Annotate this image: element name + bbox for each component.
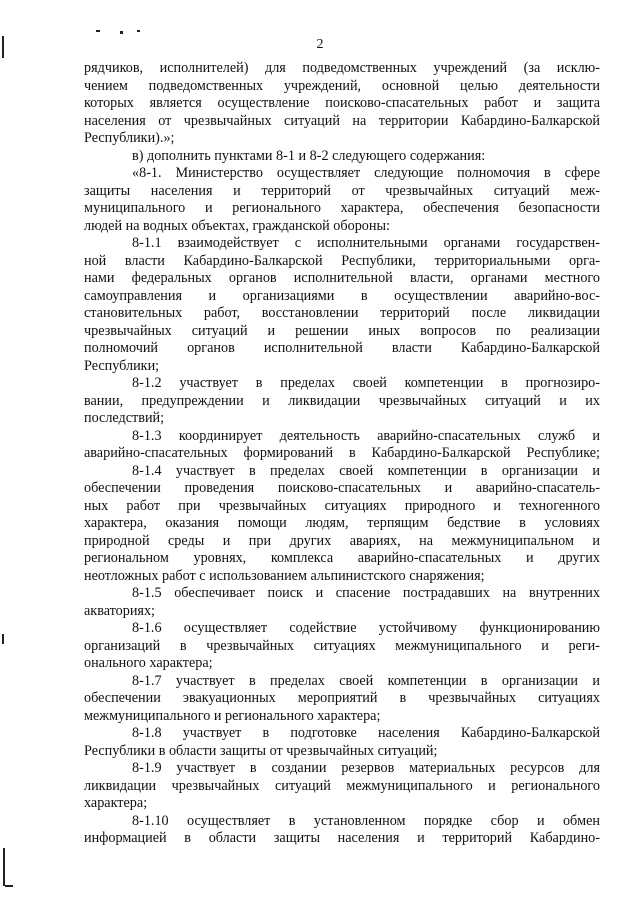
text-line: полномочий органов исполнительной власти Кабардино-Балкарской xyxy=(84,340,600,356)
text-line: характера, оказания помощи людям, терпящим бедствие в условиях xyxy=(84,515,600,531)
text-line: природной среды и при других авариях, на межмуниципальном и xyxy=(84,532,600,549)
text-line: «8-1. Министерство осуществляет следующие полномочия в сфере xyxy=(132,165,600,181)
scan-mark xyxy=(120,31,123,34)
text-line: межмуниципального и регионального характера; xyxy=(84,707,381,724)
text-line: Республики).»; xyxy=(84,130,175,146)
text-line: самоуправления и организациями в осуществлении аварийно-вос- xyxy=(84,287,600,304)
text-line: защиты населения и территорий от чрезвычайных ситуаций меж- xyxy=(84,182,600,199)
text-line: обеспечении проведения поисково-спасательных и аварийно-спасатель- xyxy=(84,480,600,496)
text-line: нами федеральных органов исполнительной власти, органами местного xyxy=(84,270,600,286)
text-line: онального характера; xyxy=(84,655,213,671)
text-line: 8-1.2 участвует в пределах своей компетенции в прогнозиро- xyxy=(132,375,600,391)
text-line: ных работ при чрезвычайных ситуациях природного и техногенного xyxy=(84,497,600,514)
text-line: чением подведомственных учреждений, основной целью деятельности xyxy=(84,77,600,94)
text-line: 8-1.8 участвует в подготовке населения Кабардино-Балкарской xyxy=(132,725,600,741)
text-line: вании, предупреждении и ликвидации чрезвычайных ситуаций и их xyxy=(84,392,600,409)
text-line: Республики; xyxy=(84,357,160,374)
text-line: региональном уровнях, комплекса аварийно-спасательных и других xyxy=(84,550,600,566)
text-line: 8-1.6 осуществляет содействие устойчивому функционированию xyxy=(132,620,600,636)
text-line: акваториях; xyxy=(84,602,155,619)
text-line: населения от чрезвычайных ситуаций на территории Кабардино-Балкарской xyxy=(84,112,600,129)
text-line: становительных работ, восстановлении территорий после ликвидации xyxy=(84,305,600,321)
text-line: неотложных работ с использованием альпинистского снаряжения; xyxy=(84,567,485,584)
text-line: организаций в чрезвычайных ситуациях межмуниципального и реги- xyxy=(84,637,600,654)
text-line: муниципального и регионального характера, обеспечения безопасности xyxy=(84,200,600,216)
text-line: 8-1.9 участвует в создании резервов материальных ресурсов для xyxy=(132,760,600,776)
scan-mark xyxy=(3,848,5,886)
text-line: 8-1.10 осуществляет в установленном порядке сбор и обмен xyxy=(132,812,600,829)
scan-mark xyxy=(137,30,140,32)
text-line: 8-1.3 координирует деятельность аварийно-спасательных служб и xyxy=(132,427,600,444)
text-line: ной власти Кабардино-Балкарской Республики, территориальными орга- xyxy=(84,252,600,269)
text-line: 8-1.7 участвует в пределах своей компетенции в организации и xyxy=(132,672,600,689)
text-line: аварийно-спасательных формирований в Кабардино-Балкарской Республике; xyxy=(84,445,600,461)
text-line: 8-1.5 обеспечивает поиск и спасение пострадавших на внутренних xyxy=(132,585,600,601)
text-line: ликвидации чрезвычайных ситуаций межмуниципального и регионального xyxy=(84,777,600,794)
text-line: людей на водных объектах, гражданской обороны: xyxy=(84,217,390,234)
scan-mark xyxy=(96,30,100,32)
text-line: обеспечении эвакуационных мероприятий в чрезвычайных ситуациях xyxy=(84,690,600,706)
scan-mark xyxy=(5,885,13,887)
text-line: рядчиков, исполнителей) для подведомственных учреждений (за исклю- xyxy=(84,60,600,76)
text-line: информацией в области защиты населения и территорий Кабардино- xyxy=(84,830,600,846)
page-number: 2 xyxy=(316,37,324,52)
text-line: Республики в области защиты от чрезвычайных ситуаций; xyxy=(84,742,438,759)
document-body xyxy=(84,60,600,848)
text-line: которых является осуществление поисково-спасательных работ и защита xyxy=(84,95,600,111)
text-line: последствий; xyxy=(84,410,165,426)
text-line: 8-1.4 участвует в пределах своей компетенции в организации и xyxy=(132,462,600,479)
text-line: 8-1.1 взаимодействует с исполнительными органами государствен- xyxy=(132,235,600,251)
text-line: в) дополнить пунктами 8-1 и 8-2 следующего содержания: xyxy=(132,147,486,164)
scan-mark xyxy=(2,634,4,644)
text-line: характера; xyxy=(84,795,148,811)
text-line: чрезвычайных ситуаций и решении иных вопросов по реализации xyxy=(84,322,600,339)
